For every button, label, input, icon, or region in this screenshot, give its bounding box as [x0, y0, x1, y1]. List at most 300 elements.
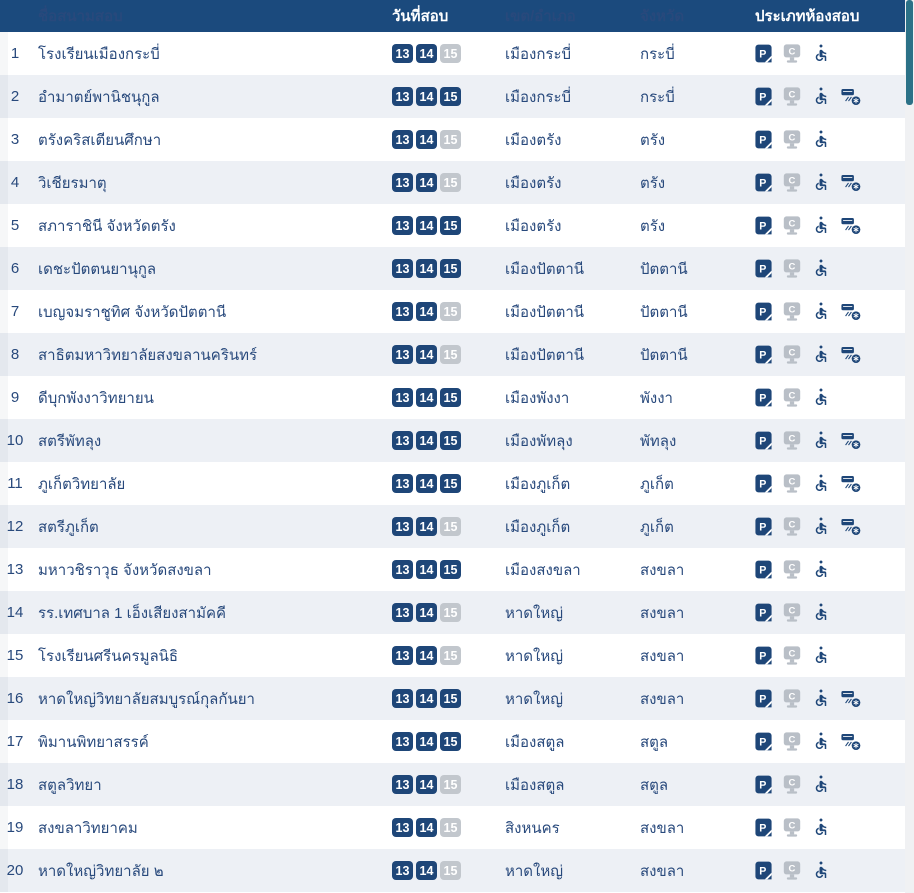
column-header-district: เขต/อำเภอ: [505, 8, 576, 25]
svg-text:P: P: [759, 478, 767, 491]
room-type-icons: [755, 302, 914, 321]
date-badge: 15: [440, 646, 461, 665]
table-row[interactable]: [0, 806, 914, 849]
exam-date-badges: [392, 818, 505, 837]
computer-exam-icon: [783, 861, 801, 880]
date-badge: 13: [392, 603, 413, 622]
room-type-icons: [755, 603, 914, 622]
svg-text:C: C: [788, 46, 796, 58]
wheelchair-access-icon: [812, 388, 830, 407]
room-type-icons: [755, 646, 914, 665]
air-conditioner-icon: [841, 474, 861, 493]
svg-text:P: P: [759, 48, 767, 61]
date-badge: 13: [392, 732, 413, 751]
row-number: 4: [10, 174, 20, 191]
paper-exam-icon: [755, 87, 772, 106]
date-badge: 13: [392, 388, 413, 407]
table-row[interactable]: [0, 247, 914, 290]
air-conditioner-icon: [841, 431, 861, 450]
computer-exam-icon: [783, 603, 801, 622]
date-badge: 13: [392, 44, 413, 63]
date-badge: 13: [392, 173, 413, 192]
district: เมืองพังงา: [505, 389, 570, 407]
district: เมืองสตูล: [505, 776, 565, 794]
exam-date-badges: [392, 431, 505, 450]
date-badge: 13: [392, 861, 413, 880]
date-badge: 13: [392, 216, 413, 235]
date-badge: 15: [440, 259, 461, 278]
province: สตูล: [640, 776, 669, 794]
date-badge: 13: [392, 259, 413, 278]
venue-name: หาดใหญ่วิทยาลัย ๒: [38, 862, 164, 880]
table-row[interactable]: [0, 419, 914, 462]
svg-text:C: C: [788, 476, 796, 488]
row-number: 5: [10, 217, 20, 234]
date-badge: 13: [392, 474, 413, 493]
table-row[interactable]: [0, 75, 914, 118]
venue-name: รร.เทศบาล 1 เอ็งเสียงสามัคคี: [38, 604, 227, 622]
date-badge: 13: [392, 87, 413, 106]
district: หาดใหญ่: [505, 690, 564, 708]
svg-text:P: P: [759, 177, 767, 190]
date-badge: 15: [440, 732, 461, 751]
svg-text:C: C: [788, 175, 796, 187]
table-row[interactable]: [0, 634, 914, 677]
row-number: 14: [6, 604, 24, 621]
computer-exam-icon: [783, 44, 801, 63]
province: ตรัง: [640, 217, 666, 235]
room-type-icons: [755, 818, 914, 837]
row-number: 12: [6, 518, 24, 535]
date-badge: 14: [416, 87, 437, 106]
air-conditioner-icon: [841, 87, 861, 106]
date-badge: 14: [416, 818, 437, 837]
row-number: 7: [10, 303, 20, 320]
wheelchair-access-icon: [812, 603, 830, 622]
province: สงขลา: [640, 690, 685, 708]
table-row[interactable]: [0, 763, 914, 806]
district: เมืองตรัง: [505, 174, 562, 192]
air-conditioner-icon: [841, 173, 861, 192]
venue-name: ตรังคริสเตียนศึกษา: [38, 131, 162, 149]
date-badge: 14: [416, 861, 437, 880]
date-badge: 14: [416, 689, 437, 708]
exam-date-badges: [392, 732, 505, 751]
svg-text:C: C: [788, 261, 796, 273]
svg-text:P: P: [759, 607, 767, 620]
row-number: 1: [10, 45, 20, 62]
svg-text:P: P: [759, 865, 767, 878]
computer-exam-icon: [783, 345, 801, 364]
date-badge: 14: [416, 44, 437, 63]
table-row[interactable]: [0, 462, 914, 505]
svg-text:P: P: [759, 435, 767, 448]
date-badge: 14: [416, 345, 437, 364]
province: สงขลา: [640, 862, 685, 880]
paper-exam-icon: [755, 646, 772, 665]
province: สตูล: [640, 733, 669, 751]
table-row[interactable]: [0, 333, 914, 376]
computer-exam-icon: [783, 646, 801, 665]
date-badge: 15: [440, 861, 461, 880]
room-type-icons: [755, 474, 914, 493]
date-badge: 14: [416, 732, 437, 751]
column-header-room-type: ประเภทห้องสอบ: [755, 8, 860, 25]
paper-exam-icon: [755, 517, 772, 536]
table-row[interactable]: [0, 720, 914, 763]
table-row[interactable]: [0, 591, 914, 634]
wheelchair-access-icon: [812, 173, 830, 192]
date-badge: 15: [440, 388, 461, 407]
table-header: [0, 0, 914, 32]
scrollbar-thumb[interactable]: [906, 0, 913, 105]
exam-date-badges: [392, 474, 505, 493]
date-badge: 13: [392, 130, 413, 149]
table-row[interactable]: [0, 505, 914, 548]
venue-name: พิมานพิทยาสรรค์: [38, 733, 149, 751]
row-number: 20: [6, 862, 24, 879]
table-body: [0, 32, 914, 892]
date-badge: 14: [416, 130, 437, 149]
row-number: 15: [6, 647, 24, 664]
svg-text:P: P: [759, 779, 767, 792]
district: สิงหนคร: [505, 819, 560, 837]
wheelchair-access-icon: [812, 560, 830, 579]
computer-exam-icon: [783, 388, 801, 407]
date-badge: 15: [440, 689, 461, 708]
province: สงขลา: [640, 819, 685, 837]
date-badge: 15: [440, 560, 461, 579]
column-header-venue-name: ชื่อสนามสอบ: [38, 8, 123, 25]
district: เมืองภูเก็ต: [505, 518, 571, 536]
district: หาดใหญ่: [505, 604, 564, 622]
room-type-icons: [755, 861, 914, 880]
svg-text:P: P: [759, 392, 767, 405]
table-row[interactable]: [0, 204, 914, 247]
date-badge: 14: [416, 603, 437, 622]
date-badge: 15: [440, 216, 461, 235]
svg-text:C: C: [788, 347, 796, 359]
table-row[interactable]: [0, 290, 914, 333]
date-badge: 15: [440, 302, 461, 321]
venue-name: สงขลาวิทยาคม: [38, 819, 138, 837]
exam-date-badges: [392, 130, 505, 149]
paper-exam-icon: [755, 689, 772, 708]
district: เมืองสงขลา: [505, 561, 581, 579]
province: สงขลา: [640, 604, 685, 622]
row-number: 16: [6, 690, 24, 707]
paper-exam-icon: [755, 173, 772, 192]
venue-name: สตูลวิทยา: [38, 776, 102, 794]
svg-text:C: C: [788, 605, 796, 617]
date-badge: 15: [440, 517, 461, 536]
venue-name: วิเชียรมาตุ: [38, 174, 107, 192]
paper-exam-icon: [755, 345, 772, 364]
venue-name: สาธิตมหาวิทยาลัยสงขลานครินทร์: [38, 346, 258, 364]
room-type-icons: [755, 87, 914, 106]
date-badge: 15: [440, 44, 461, 63]
paper-exam-icon: [755, 431, 772, 450]
paper-exam-icon: [755, 302, 772, 321]
room-type-icons: [755, 173, 914, 192]
date-badge: 15: [440, 345, 461, 364]
room-type-icons: [755, 44, 914, 63]
district: เมืองกระบี่: [505, 88, 572, 106]
exam-date-badges: [392, 302, 505, 321]
venue-name: ดีบุกพังงาวิทยายน: [38, 389, 154, 407]
air-conditioner-icon: [841, 689, 861, 708]
district: หาดใหญ่: [505, 862, 564, 880]
exam-date-badges: [392, 44, 505, 63]
computer-exam-icon: [783, 173, 801, 192]
svg-text:P: P: [759, 736, 767, 749]
row-number: 6: [10, 260, 20, 277]
exam-date-badges: [392, 689, 505, 708]
date-badge: 13: [392, 345, 413, 364]
date-badge: 15: [440, 603, 461, 622]
date-badge: 15: [440, 818, 461, 837]
exam-date-badges: [392, 388, 505, 407]
room-type-icons: [755, 517, 914, 536]
computer-exam-icon: [783, 130, 801, 149]
paper-exam-icon: [755, 560, 772, 579]
province: พังงา: [640, 389, 673, 407]
svg-text:P: P: [759, 263, 767, 276]
paper-exam-icon: [755, 216, 772, 235]
svg-text:C: C: [788, 218, 796, 230]
table-row[interactable]: [0, 32, 914, 75]
svg-text:C: C: [788, 304, 796, 316]
date-badge: 13: [392, 302, 413, 321]
wheelchair-access-icon: [812, 345, 830, 364]
exam-date-badges: [392, 775, 505, 794]
venue-name: มหาวชิราวุธ จังหวัดสงขลา: [38, 561, 212, 579]
svg-text:C: C: [788, 820, 796, 832]
table-row[interactable]: [0, 161, 914, 204]
wheelchair-access-icon: [812, 775, 830, 794]
province: กระบี่: [640, 45, 675, 63]
room-type-icons: [755, 345, 914, 364]
district: เมืองพัทลุง: [505, 432, 573, 450]
paper-exam-icon: [755, 388, 772, 407]
row-number: 9: [10, 389, 20, 406]
date-badge: 13: [392, 431, 413, 450]
wheelchair-access-icon: [812, 44, 830, 63]
vertical-scrollbar[interactable]: [905, 0, 914, 893]
province: ปัตตานี: [640, 303, 688, 321]
province: ภูเก็ต: [640, 475, 674, 493]
row-number: 2: [10, 88, 20, 105]
exam-date-badges: [392, 560, 505, 579]
svg-text:C: C: [788, 390, 796, 402]
table-row[interactable]: [0, 677, 914, 720]
date-badge: 13: [392, 646, 413, 665]
venue-name: โรงเรียนศรีนครมูลนิธิ: [38, 647, 179, 665]
paper-exam-icon: [755, 130, 772, 149]
paper-exam-icon: [755, 861, 772, 880]
room-type-icons: [755, 259, 914, 278]
wheelchair-access-icon: [812, 259, 830, 278]
row-number: 19: [6, 819, 24, 836]
svg-text:P: P: [759, 306, 767, 319]
row-number: 17: [6, 733, 24, 750]
province: ปัตตานี: [640, 260, 688, 278]
venue-name: สตรีพัทลุง: [38, 432, 102, 450]
venue-name: อำมาตย์พานิชนุกูล: [38, 88, 160, 106]
district: เมืองสตูล: [505, 733, 565, 751]
computer-exam-icon: [783, 517, 801, 536]
venue-name: ภูเก็ตวิทยาลัย: [38, 475, 126, 493]
computer-exam-icon: [783, 259, 801, 278]
province: ตรัง: [640, 174, 666, 192]
date-badge: 14: [416, 431, 437, 450]
district: หาดใหญ่: [505, 647, 564, 665]
computer-exam-icon: [783, 302, 801, 321]
table-row[interactable]: [0, 548, 914, 591]
province: กระบี่: [640, 88, 675, 106]
venue-name: หาดใหญ่วิทยาลัยสมบูรณ์กุลกันยา: [38, 690, 255, 708]
svg-text:P: P: [759, 650, 767, 663]
exam-date-badges: [392, 517, 505, 536]
room-type-icons: [755, 130, 914, 149]
wheelchair-access-icon: [812, 130, 830, 149]
row-number: 11: [7, 475, 23, 492]
district: เมืองตรัง: [505, 131, 562, 149]
computer-exam-icon: [783, 689, 801, 708]
date-badge: 14: [416, 216, 437, 235]
date-badge: 15: [440, 775, 461, 794]
date-badge: 13: [392, 775, 413, 794]
paper-exam-icon: [755, 732, 772, 751]
date-badge: 13: [392, 689, 413, 708]
room-type-icons: [755, 388, 914, 407]
room-type-icons: [755, 431, 914, 450]
computer-exam-icon: [783, 775, 801, 794]
svg-text:P: P: [759, 521, 767, 534]
exam-date-badges: [392, 87, 505, 106]
air-conditioner-icon: [841, 732, 861, 751]
date-badge: 15: [440, 474, 461, 493]
province: สงขลา: [640, 561, 685, 579]
date-badge: 14: [416, 560, 437, 579]
date-badge: 13: [392, 560, 413, 579]
date-badge: 14: [416, 646, 437, 665]
date-badge: 15: [440, 431, 461, 450]
room-type-icons: [755, 689, 914, 708]
province: ภูเก็ต: [640, 518, 674, 536]
svg-text:C: C: [788, 519, 796, 531]
column-header-province: จังหวัด: [640, 8, 685, 25]
date-badge: 14: [416, 302, 437, 321]
date-badge: 13: [392, 818, 413, 837]
district: เมืองปัตตานี: [505, 346, 585, 364]
room-type-icons: [755, 216, 914, 235]
svg-text:C: C: [788, 648, 796, 660]
date-badge: 14: [416, 259, 437, 278]
computer-exam-icon: [783, 732, 801, 751]
air-conditioner-icon: [841, 302, 861, 321]
exam-date-badges: [392, 646, 505, 665]
venue-name: สตรีภูเก็ต: [38, 518, 99, 536]
wheelchair-access-icon: [812, 216, 830, 235]
svg-text:P: P: [759, 349, 767, 362]
wheelchair-access-icon: [812, 474, 830, 493]
exam-date-badges: [392, 216, 505, 235]
table-row[interactable]: [0, 849, 914, 892]
wheelchair-access-icon: [812, 861, 830, 880]
date-badge: 14: [416, 388, 437, 407]
district: เมืองภูเก็ต: [505, 475, 571, 493]
computer-exam-icon: [783, 431, 801, 450]
svg-text:C: C: [788, 734, 796, 746]
wheelchair-access-icon: [812, 646, 830, 665]
row-number: 8: [10, 346, 20, 363]
wheelchair-access-icon: [812, 517, 830, 536]
svg-text:C: C: [788, 562, 796, 574]
exam-date-badges: [392, 861, 505, 880]
computer-exam-icon: [783, 216, 801, 235]
air-conditioner-icon: [841, 517, 861, 536]
district: เมืองปัตตานี: [505, 303, 585, 321]
room-type-icons: [755, 732, 914, 751]
exam-date-badges: [392, 345, 505, 364]
exam-date-badges: [392, 259, 505, 278]
date-badge: 14: [416, 517, 437, 536]
computer-exam-icon: [783, 474, 801, 493]
svg-text:C: C: [788, 132, 796, 144]
computer-exam-icon: [783, 87, 801, 106]
district: เมืองตรัง: [505, 217, 562, 235]
wheelchair-access-icon: [812, 431, 830, 450]
svg-text:P: P: [759, 693, 767, 706]
paper-exam-icon: [755, 775, 772, 794]
column-header-exam-date: วันที่สอบ: [392, 8, 449, 25]
svg-text:C: C: [788, 863, 796, 875]
wheelchair-access-icon: [812, 302, 830, 321]
exam-date-badges: [392, 173, 505, 192]
svg-text:P: P: [759, 220, 767, 233]
svg-text:P: P: [759, 134, 767, 147]
air-conditioner-icon: [841, 216, 861, 235]
date-badge: 15: [440, 130, 461, 149]
venue-name: โรงเรียนเมืองกระบี่: [38, 45, 160, 63]
exam-date-badges: [392, 603, 505, 622]
date-badge: 15: [440, 87, 461, 106]
svg-text:P: P: [759, 91, 767, 104]
district: เมืองปัตตานี: [505, 260, 585, 278]
air-conditioner-icon: [841, 345, 861, 364]
province: ปัตตานี: [640, 346, 688, 364]
date-badge: 13: [392, 517, 413, 536]
wheelchair-access-icon: [812, 689, 830, 708]
paper-exam-icon: [755, 474, 772, 493]
svg-text:C: C: [788, 691, 796, 703]
paper-exam-icon: [755, 259, 772, 278]
wheelchair-access-icon: [812, 818, 830, 837]
wheelchair-access-icon: [812, 87, 830, 106]
row-number: 3: [10, 131, 20, 148]
table-row[interactable]: [0, 118, 914, 161]
row-number: 10: [6, 432, 24, 449]
date-badge: 15: [440, 173, 461, 192]
computer-exam-icon: [783, 818, 801, 837]
paper-exam-icon: [755, 603, 772, 622]
svg-text:C: C: [788, 433, 796, 445]
venue-name: สภาราชินี จังหวัดตรัง: [38, 217, 176, 235]
table-row[interactable]: [0, 376, 914, 419]
date-badge: 14: [416, 775, 437, 794]
svg-text:C: C: [788, 777, 796, 789]
